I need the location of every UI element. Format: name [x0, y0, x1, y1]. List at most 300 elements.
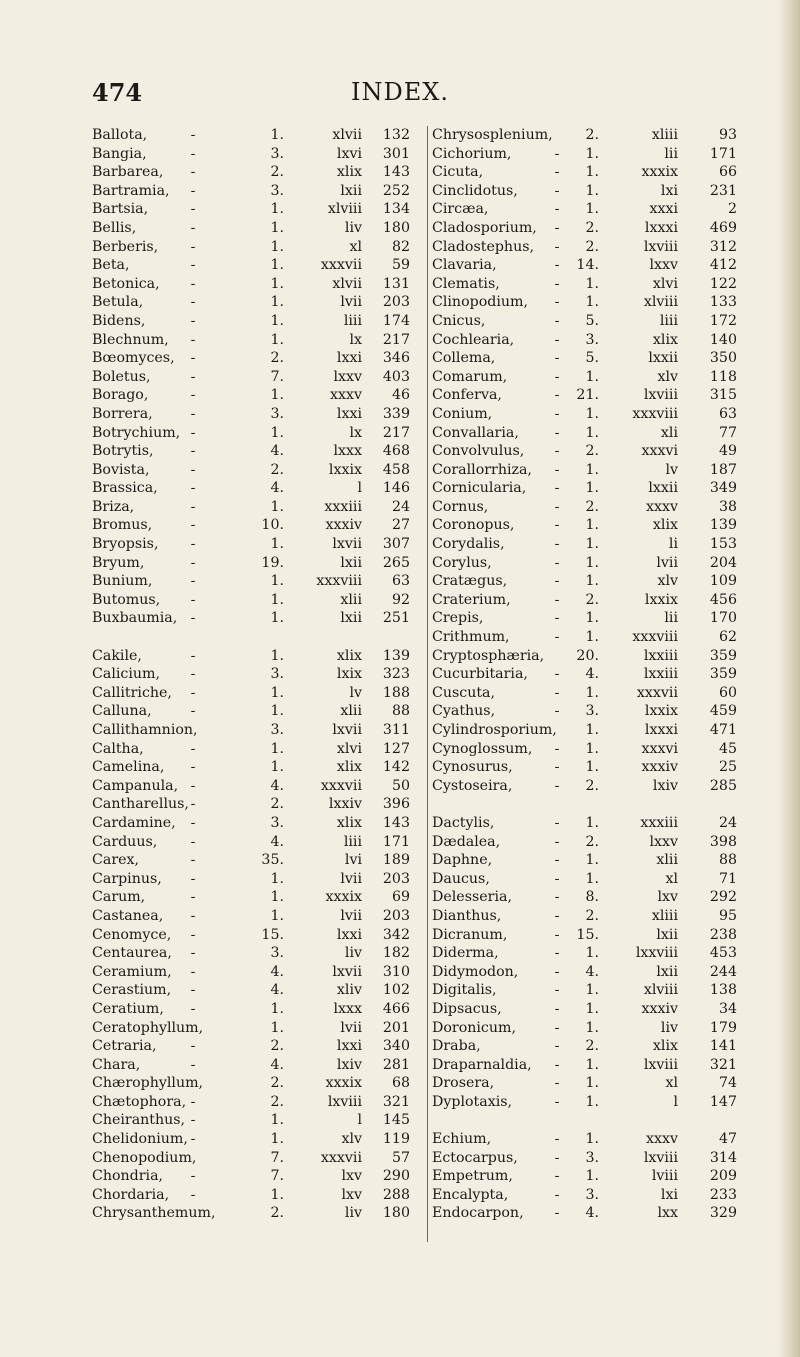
section-spacer [432, 795, 750, 814]
entry-volume: 1. [270, 759, 284, 776]
index-entry [92, 554, 422, 573]
entry-volume: 1. [585, 1075, 599, 1092]
entry-volume: 1. [585, 1168, 599, 1185]
entry-dash: - [554, 629, 560, 646]
entry-dash: - [190, 368, 196, 385]
entry-dash: - [190, 777, 196, 794]
entry-dash: - [190, 387, 196, 404]
entry-page: 233 [709, 1186, 737, 1203]
entry-dash: - [554, 405, 560, 422]
entry-name: Encalypta, [432, 1186, 509, 1203]
entry-dash: - [190, 740, 196, 757]
entry-plate: lvii [656, 554, 678, 571]
entry-dash: - [554, 498, 560, 515]
entry-volume: 3. [585, 703, 599, 720]
index-entry [432, 981, 750, 1000]
entry-dash: - [554, 833, 560, 850]
entry-page: 301 [382, 145, 410, 162]
index-entry [432, 145, 750, 164]
entry-plate: lxvii [332, 722, 362, 738]
index-entry [92, 814, 422, 833]
entry-volume: 1. [270, 127, 284, 143]
entry-volume: 1. [585, 145, 599, 162]
entry-page: 203 [382, 294, 410, 311]
entry-dash: - [190, 238, 196, 255]
entry-page: 2 [727, 201, 737, 218]
entry-name: Dyplotaxis, [432, 1093, 513, 1110]
entry-page: 174 [382, 312, 410, 329]
index-entry [92, 163, 422, 182]
entry-name: Borago, [92, 387, 149, 404]
entry-dash: - [190, 684, 196, 701]
entry-volume: 1. [270, 1131, 284, 1148]
entry-name: Clematis, [432, 275, 500, 292]
entry-plate: xlviii [327, 201, 362, 218]
entry-page: 71 [718, 870, 737, 887]
entry-dash: - [554, 777, 560, 794]
entry-dash: - [554, 1149, 560, 1166]
entry-name: Chelidonium, [92, 1131, 188, 1148]
entry-page: 138 [709, 982, 737, 999]
entry-volume: 1. [585, 294, 599, 311]
entry-volume: 3. [270, 814, 284, 831]
index-entry [432, 1037, 750, 1056]
entry-dash: - [190, 1000, 196, 1017]
entry-dash: - [554, 536, 560, 553]
index-entry [92, 461, 422, 480]
index-entry [432, 665, 750, 684]
entry-volume: 2. [270, 164, 284, 181]
entry-page: 359 [709, 666, 737, 683]
entry-volume: 1. [270, 294, 284, 311]
entry-volume: 1. [585, 554, 599, 571]
entry-page: 172 [709, 312, 737, 329]
entry-name: Butomus, [92, 591, 161, 608]
entry-name: Carum, [92, 889, 146, 906]
index-entry [92, 721, 422, 740]
entry-volume: 4. [270, 982, 284, 999]
entry-dash: - [554, 926, 560, 943]
entry-volume: 8. [585, 889, 599, 906]
entry-plate: xlix [336, 759, 362, 776]
entry-page: 412 [709, 257, 737, 274]
index-entry [92, 200, 422, 219]
entry-volume: 1. [270, 1186, 284, 1203]
entry-volume: 1. [585, 275, 599, 292]
entry-name: Corydalis, [432, 536, 505, 553]
index-entry [92, 963, 422, 982]
entry-dash: - [554, 238, 560, 255]
entry-name: Bryum, [92, 554, 145, 571]
entry-name: Beta, [92, 257, 130, 274]
entry-plate: xlix [652, 1038, 678, 1055]
entry-dash: - [190, 852, 196, 869]
index-entry [432, 888, 750, 907]
entry-volume: 5. [585, 312, 599, 329]
entry-page: 143 [382, 814, 410, 831]
index-entry [92, 126, 422, 145]
entry-name: Drosera, [432, 1075, 495, 1092]
index-entry [92, 926, 422, 945]
entry-dash: - [190, 1112, 196, 1129]
entry-plate: lxxiii [643, 647, 678, 664]
entry-volume: 1. [585, 759, 599, 776]
entry-dash: - [554, 573, 560, 590]
entry-page: 24 [391, 498, 410, 515]
entry-page: 143 [382, 164, 410, 181]
entry-plate: lxx [657, 1205, 678, 1222]
entry-volume: 1. [270, 703, 284, 720]
index-column-left [92, 126, 422, 1223]
entry-name: Chrysosplenium, [432, 127, 553, 143]
entry-page: 88 [391, 703, 410, 720]
entry-dash: - [554, 740, 560, 757]
entry-dash: - [554, 424, 560, 441]
entry-plate: liii [659, 312, 678, 329]
entry-volume: 1. [585, 945, 599, 962]
entry-volume: 1. [585, 573, 599, 590]
index-entry [432, 126, 750, 145]
entry-plate: xxxiv [641, 1000, 678, 1017]
entry-page: 59 [391, 257, 410, 274]
entry-page: 346 [382, 350, 410, 367]
entry-name: Centaurea, [92, 945, 172, 962]
entry-name: Brassica, [92, 480, 158, 497]
entry-dash: - [190, 461, 196, 478]
entry-plate: lxviii [327, 1093, 362, 1110]
entry-volume: 1. [270, 536, 284, 553]
entry-page: 171 [709, 145, 737, 162]
entry-plate: liv [344, 1205, 362, 1222]
entry-page: 180 [382, 1205, 410, 1222]
index-entry [432, 1204, 750, 1223]
entry-plate: xxxv [645, 1131, 678, 1148]
entry-dash: - [190, 424, 196, 441]
entry-page: 50 [391, 777, 410, 794]
entry-page: 62 [718, 629, 737, 646]
index-entry [432, 721, 750, 740]
entry-volume: 1. [270, 257, 284, 274]
entry-name: Chrysanthemum, [92, 1205, 216, 1222]
entry-volume: 1. [585, 722, 599, 738]
entry-page: 171 [382, 833, 410, 850]
entry-volume: 1. [585, 982, 599, 999]
index-entry [432, 386, 750, 405]
entry-volume: 2. [585, 907, 599, 924]
entry-name: Castanea, [92, 907, 164, 924]
index-entry [432, 702, 750, 721]
entry-name: Clinopodium, [432, 294, 528, 311]
entry-dash: - [190, 1056, 196, 1073]
entry-dash: - [554, 982, 560, 999]
entry-dash: - [190, 536, 196, 553]
entry-name: Dædalea, [432, 833, 501, 850]
entry-name: Carex, [92, 852, 140, 869]
index-entry [432, 312, 750, 331]
entry-plate: xlv [657, 573, 678, 590]
index-entry [432, 1149, 750, 1168]
entry-plate: lxxx [333, 443, 362, 460]
entry-page: 82 [391, 238, 410, 255]
entry-plate: liii [343, 833, 362, 850]
entry-plate: lxiv [336, 1056, 362, 1073]
entry-dash: - [554, 703, 560, 720]
entry-name: Calluna, [92, 703, 152, 720]
entry-page: 131 [382, 275, 410, 292]
index-entry [92, 870, 422, 889]
index-entry [432, 758, 750, 777]
entry-page: 24 [718, 814, 737, 831]
entry-name: Botrytis, [92, 443, 154, 460]
entry-page: 292 [709, 889, 737, 906]
entry-plate: lxi [660, 182, 678, 199]
index-entry [432, 182, 750, 201]
entry-name: Dipsacus, [432, 1000, 502, 1017]
entry-page: 187 [709, 461, 737, 478]
entry-dash: - [554, 1038, 560, 1055]
entry-dash: - [554, 145, 560, 162]
entry-name: Betonica, [92, 275, 160, 292]
entry-page: 93 [718, 127, 737, 143]
entry-dash: - [554, 852, 560, 869]
entry-plate: xlvi [652, 275, 678, 292]
entry-dash: - [554, 1186, 560, 1203]
entry-name: Cylindrosporium, [432, 722, 557, 738]
entry-name: Ceratophyllum, [92, 1019, 204, 1036]
entry-name: Cochlearia, [432, 331, 515, 348]
entry-volume: 4. [270, 833, 284, 850]
entry-page: 340 [382, 1038, 410, 1055]
index-entry [432, 256, 750, 275]
entry-plate: xlviii [643, 294, 678, 311]
entry-name: Craterium, [432, 591, 511, 608]
entry-name: Cerastium, [92, 982, 172, 999]
entry-dash: - [554, 164, 560, 181]
entry-name: Cratægus, [432, 573, 508, 590]
entry-dash: - [554, 1056, 560, 1073]
entry-volume: 1. [270, 201, 284, 218]
entry-name: Crepis, [432, 610, 484, 627]
entry-plate: lxxv [649, 257, 678, 274]
index-entry [432, 1019, 750, 1038]
entry-plate: xl [665, 870, 678, 887]
entry-name: Draparnaldia, [432, 1056, 532, 1073]
index-entry [92, 758, 422, 777]
entry-name: Cheiranthus, [92, 1112, 186, 1129]
entry-plate: lx [349, 331, 362, 348]
entry-dash: - [190, 666, 196, 683]
index-entry [432, 1000, 750, 1019]
entry-volume: 2. [270, 1093, 284, 1110]
entry-plate: xxxix [641, 164, 678, 181]
entry-page: 141 [709, 1038, 737, 1055]
entry-plate: xlvii [332, 127, 362, 143]
entry-dash: - [190, 870, 196, 887]
entry-name: Caltha, [92, 740, 144, 757]
index-entry [432, 926, 750, 945]
entry-plate: lx [349, 424, 362, 441]
entry-plate: xlv [341, 1131, 362, 1148]
entry-name: Ceramium, [92, 963, 172, 980]
entry-volume: 3. [270, 145, 284, 162]
entry-dash: - [554, 1205, 560, 1222]
entry-name: Ballota, [92, 127, 148, 143]
entry-dash: - [190, 219, 196, 236]
entry-plate: lxii [340, 554, 362, 571]
entry-plate: lxxiv [328, 796, 362, 813]
entry-name: Cystoseira, [432, 777, 513, 794]
entry-page: 189 [382, 852, 410, 869]
entry-dash: - [554, 368, 560, 385]
entry-page: 25 [718, 759, 737, 776]
index-entry [432, 1074, 750, 1093]
entry-plate: xlii [340, 703, 362, 720]
entry-page: 57 [391, 1149, 410, 1166]
index-entry [432, 684, 750, 703]
index-entry [92, 665, 422, 684]
entry-plate: xlix [336, 164, 362, 181]
entry-dash: - [554, 1019, 560, 1036]
entry-volume: 4. [270, 443, 284, 460]
entry-dash: - [190, 257, 196, 274]
entry-page: 109 [709, 573, 737, 590]
entry-page: 139 [709, 517, 737, 534]
entry-name: Cnicus, [432, 312, 486, 329]
entry-plate: xliii [651, 907, 678, 924]
entry-dash: - [190, 982, 196, 999]
entry-dash: - [190, 610, 196, 627]
entry-volume: 4. [270, 480, 284, 497]
entry-dash: - [190, 573, 196, 590]
entry-page: 311 [382, 722, 410, 738]
entry-dash: - [190, 1038, 196, 1055]
entry-dash: - [190, 889, 196, 906]
entry-plate: lxxix [644, 703, 678, 720]
entry-plate: lxii [340, 182, 362, 199]
entry-dash: - [190, 312, 196, 329]
entry-dash: - [190, 350, 196, 367]
entry-volume: 3. [270, 182, 284, 199]
entry-dash: - [554, 350, 560, 367]
section-spacer [432, 1111, 750, 1130]
entry-page: 209 [709, 1168, 737, 1185]
entry-page: 350 [709, 350, 737, 367]
entry-page: 38 [718, 498, 737, 515]
index-entry [432, 554, 750, 573]
entry-name: Blechnum, [92, 331, 169, 348]
entry-name: Conium, [432, 405, 493, 422]
entry-plate: xlix [652, 331, 678, 348]
entry-plate: xxxiii [640, 814, 678, 831]
entry-name: Betula, [92, 294, 144, 311]
entry-plate: lxxix [644, 591, 678, 608]
index-entry [92, 182, 422, 201]
entry-dash: - [554, 443, 560, 460]
index-entry [92, 684, 422, 703]
entry-name: Camelina, [92, 759, 165, 776]
entry-plate: lxvii [332, 536, 362, 553]
entry-volume: 20. [576, 647, 599, 664]
entry-plate: lvii [340, 294, 362, 311]
entry-page: 46 [391, 387, 410, 404]
entry-page: 132 [382, 127, 410, 143]
entry-volume: 1. [585, 629, 599, 646]
entry-name: Botrychium, [92, 424, 181, 441]
index-entry [92, 981, 422, 1000]
entry-plate: xlix [336, 814, 362, 831]
entry-plate: lxii [656, 963, 678, 980]
page-edge-shadow [778, 0, 800, 1357]
entry-name: Bartramia, [92, 182, 170, 199]
entry-plate: lxv [341, 1168, 362, 1185]
entry-volume: 1. [270, 1000, 284, 1017]
entry-volume: 2. [585, 1038, 599, 1055]
index-entry [92, 1149, 422, 1168]
entry-name: Endocarpon, [432, 1205, 524, 1222]
index-entry [432, 740, 750, 759]
index-entry [92, 1037, 422, 1056]
entry-plate: l [357, 480, 362, 497]
entry-plate: lxii [656, 926, 678, 943]
entry-dash: - [554, 1075, 560, 1092]
index-entry [432, 479, 750, 498]
entry-page: 147 [709, 1093, 737, 1110]
entry-name: Daphne, [432, 852, 493, 869]
entry-name: Bartsia, [92, 201, 149, 218]
entry-page: 459 [709, 703, 737, 720]
entry-volume: 4. [585, 666, 599, 683]
entry-name: Cantharellus, [92, 796, 189, 813]
entry-name: Cynosurus, [432, 759, 513, 776]
index-entry [92, 424, 422, 443]
index-entry [92, 851, 422, 870]
entry-plate: lv [665, 461, 678, 478]
index-entry [92, 535, 422, 554]
entry-volume: 1. [270, 870, 284, 887]
index-entry [432, 963, 750, 982]
entry-plate: lvii [340, 1019, 362, 1036]
entry-volume: 1. [585, 480, 599, 497]
entry-name: Cyathus, [432, 703, 496, 720]
entry-plate: xxxvi [641, 740, 678, 757]
entry-plate: lxxv [649, 833, 678, 850]
entry-name: Cetraria, [92, 1038, 157, 1055]
entry-page: 321 [382, 1093, 410, 1110]
entry-dash: - [554, 1000, 560, 1017]
entry-plate: lxxix [328, 461, 362, 478]
entry-plate: lii [664, 610, 678, 627]
entry-plate: lxxv [333, 368, 362, 385]
entry-page: 398 [709, 833, 737, 850]
entry-volume: 1. [585, 1000, 599, 1017]
entry-name: Dactylis, [432, 814, 495, 831]
entry-name: Conferva, [432, 387, 502, 404]
entry-volume: 1. [270, 1112, 284, 1129]
entry-page: 314 [709, 1149, 737, 1166]
entry-page: 453 [709, 945, 737, 962]
entry-volume: 35. [261, 852, 284, 869]
entry-page: 329 [709, 1205, 737, 1222]
entry-page: 204 [709, 554, 737, 571]
entry-volume: 1. [270, 684, 284, 701]
entry-name: Convallaria, [432, 424, 519, 441]
entry-volume: 2. [270, 1205, 284, 1222]
index-entry [92, 219, 422, 238]
entry-plate: lvii [340, 907, 362, 924]
entry-page: 68 [391, 1075, 410, 1092]
entry-volume: 1. [585, 870, 599, 887]
entry-volume: 1. [585, 536, 599, 553]
